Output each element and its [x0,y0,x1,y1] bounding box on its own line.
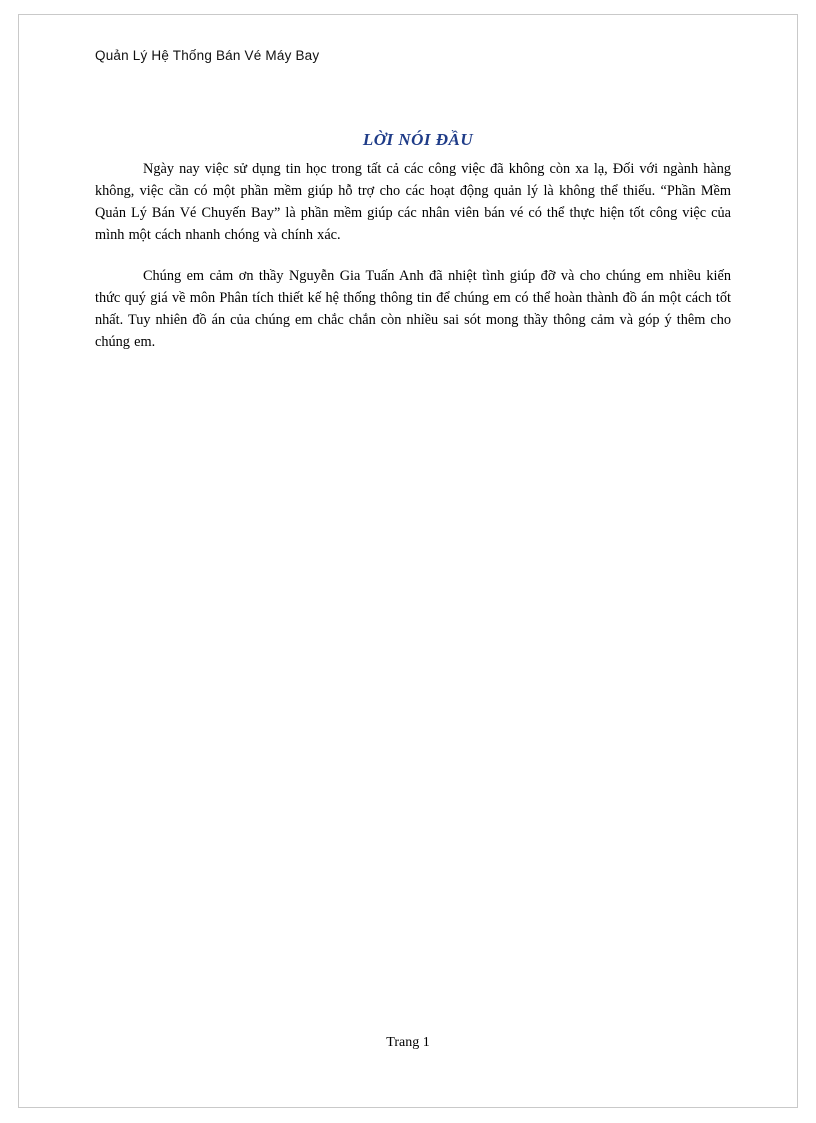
paragraph-intro: Ngày nay việc sử dụng tin học trong tất cả các công việc đã không còn xa lạ, Đối với ngành hàng không, việc cần có một phần mềm giúp hỗ trợ cho các hoạt động quản lý là không thể thiếu. “Phần Mềm Quản Lý Bán Vé Chuyến Bay” là phần mềm giúp các nhân viên bán vé có thể thực hiện tốt công việc của mình một cách nhanh chóng và chính xác. [95,161,731,244]
page-title: LỜI NÓI ĐẦU [362,130,474,149]
document-body [95,130,731,365]
page-footer: Trang 1 [386,1035,430,1050]
paragraph-acknowledgement: Chúng em cảm ơn thầy Nguyễn Gia Tuấn Anh đã nhiệt tình giúp đỡ và cho chúng em nhiều kiến thức quý giá về môn Phân tích thiết kế hệ thống thông tin để chúng em có thể hoàn thành đồ án một cách tốt nhất. Tuy nhiên đồ án của chúng em chắc chắn còn nhiều sai sót mong thầy thông cảm và góp ý thêm cho chúng em. [95,267,731,351]
document-header: Quản Lý Hệ Thống Bán Vé Máy Bay [95,48,320,63]
